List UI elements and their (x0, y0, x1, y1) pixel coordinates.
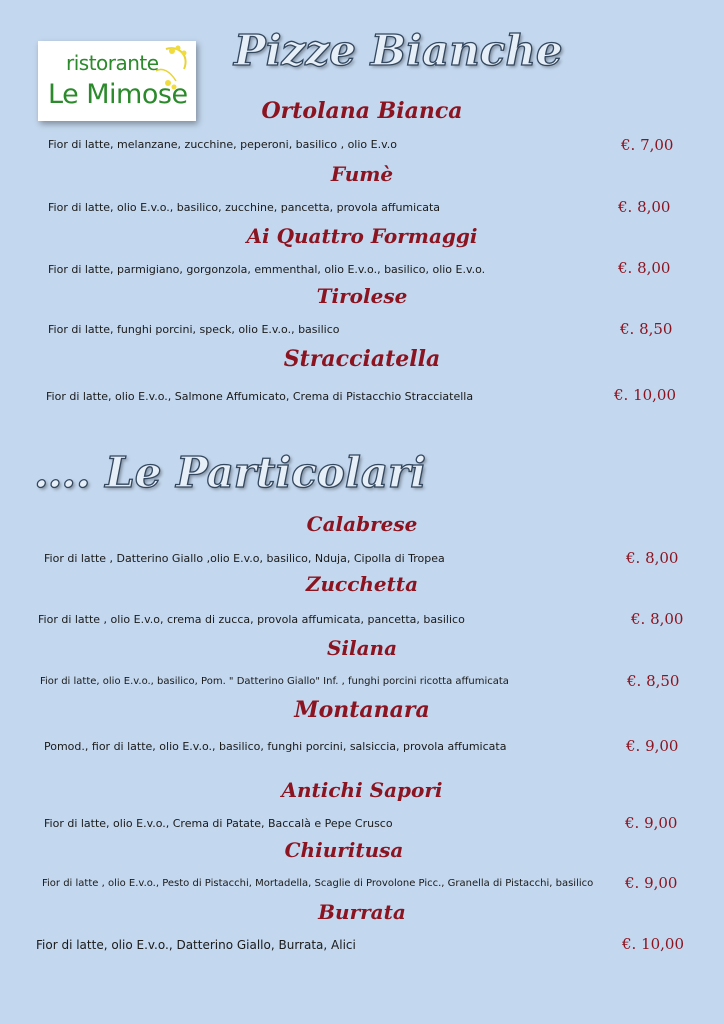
item-description: Fior di latte, olio E.v.o., Salmone Affumicato, Crema di Pistacchio Stracciatella (46, 390, 474, 403)
item-description: Fior di latte, parmigiano, gorgonzola, emmenthal, olio E.v.o., basilico, olio E.v.o. (48, 263, 486, 276)
item-name: Tirolese (316, 284, 408, 308)
item-price: €. 8,00 (618, 198, 671, 216)
item-description: Fior di latte , olio E.v.o, crema di zucca, provola affumicata, pancetta, basilico (38, 613, 465, 626)
restaurant-logo (38, 41, 196, 121)
item-price: €. 8,00 (618, 259, 671, 277)
section-title-le-particolari: …. Le Particolari (34, 448, 427, 497)
item-description: Pomod., fior di latte, olio E.v.o., basilico, funghi porcini, salsiccia, provola affumicata (44, 740, 507, 753)
item-description: Fior di latte, olio E.v.o., basilico, zucchine, pancetta, provola affumicata (48, 201, 441, 214)
item-price: €. 9,00 (626, 737, 679, 755)
item-name: Zucchetta (305, 572, 419, 596)
item-name: Calabrese (306, 512, 418, 536)
item-description: Fior di latte, olio E.v.o., Datterino Giallo, Burrata, Alici (36, 938, 356, 952)
section-title-pizze-bianche: Pizze Bianche (234, 26, 563, 75)
item-price: €. 8,50 (627, 672, 680, 690)
item-description: Fior di latte, melanzane, zucchine, peperoni, basilico , olio E.v.o (48, 138, 397, 151)
item-name: Stracciatella (283, 346, 441, 372)
item-price: €. 9,00 (625, 874, 678, 892)
item-price: €. 10,00 (622, 935, 685, 953)
item-name: Ai Quattro Formaggi (246, 224, 478, 248)
item-price: €. 8,50 (620, 320, 673, 338)
item-name: Montanara (294, 697, 430, 723)
item-price: €. 7,00 (621, 136, 674, 154)
item-name: Antichi Sapori (281, 778, 443, 802)
item-name: Fumè (330, 162, 394, 186)
item-price: €. 8,00 (631, 610, 684, 628)
item-name: Ortolana Bianca (261, 98, 463, 124)
item-name: Silana (326, 636, 398, 660)
item-description: Fior di latte, olio E.v.o., Crema di Patate, Baccalà e Pepe Crusco (44, 817, 393, 830)
item-description: Fior di latte, olio E.v.o., basilico, Pom. " Datterino Giallo" Inf. , funghi porcini ricotta affumicata (40, 676, 509, 687)
item-name: Burrata (318, 900, 406, 924)
logo-text-top: ristorante (66, 51, 159, 75)
item-description: Fior di latte, funghi porcini, speck, olio E.v.o., basilico (48, 323, 340, 336)
item-description: Fior di latte , Datterino Giallo ,olio E.v.o, basilico, Nduja, Cipolla di Tropea (44, 552, 445, 565)
logo-text-bottom: Le Mimose (48, 79, 188, 110)
item-name: Chiuritusa (284, 838, 404, 862)
item-price: €. 9,00 (625, 814, 678, 832)
item-description: Fior di latte , olio E.v.o., Pesto di Pistacchi, Mortadella, Scaglie di Provolone Picc., Granella di Pistacchi, basilico (42, 878, 594, 889)
item-price: €. 8,00 (626, 549, 679, 567)
item-price: €. 10,00 (614, 386, 677, 404)
